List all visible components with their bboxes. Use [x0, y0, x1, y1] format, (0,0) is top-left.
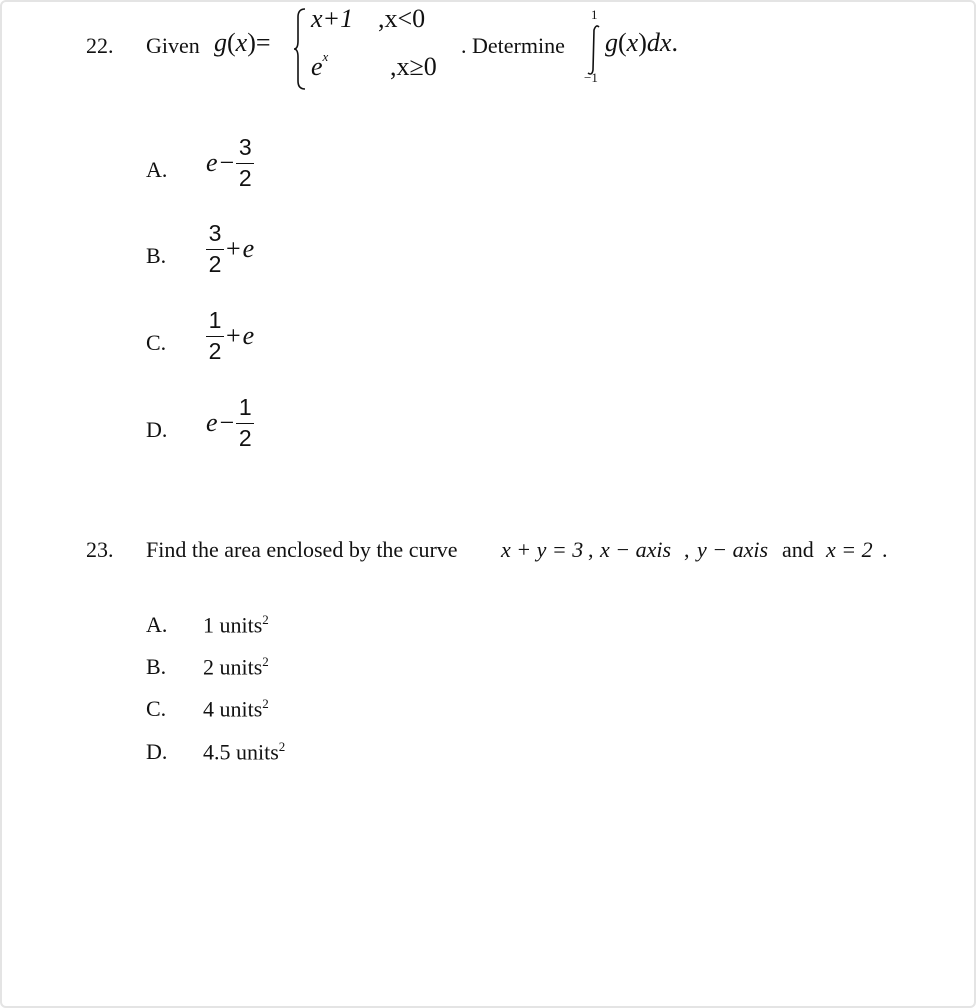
option-operator: +	[226, 321, 241, 350]
given-label: Given	[146, 33, 200, 58]
option-c[interactable]	[146, 696, 269, 722]
option-operator: +	[226, 234, 241, 263]
denominator: 2	[238, 165, 252, 191]
option-term: e	[206, 408, 218, 437]
option-operator: −	[219, 148, 235, 177]
option-letter: D.	[146, 739, 168, 764]
option-term: e	[242, 234, 255, 263]
curve-equation: x + y = 3	[501, 537, 584, 562]
option-letter: C.	[146, 330, 167, 355]
question-number: 23.	[86, 537, 114, 562]
option-letter: D.	[146, 417, 168, 442]
integrand: g(x)dx.	[605, 28, 678, 57]
fraction	[236, 136, 254, 190]
piece-2-expression: $e^x$	[311, 49, 329, 81]
period: .	[882, 537, 888, 562]
line-equation: x = 2	[826, 537, 873, 562]
option-a[interactable]	[146, 612, 269, 638]
fraction	[206, 309, 224, 363]
fraction	[236, 396, 254, 450]
y-axis-term: y − axis	[697, 537, 769, 562]
comma: ,	[684, 537, 690, 562]
integral-sign	[586, 24, 602, 76]
piece-2-condition: ,x≥0	[390, 52, 437, 81]
option-value: 1 units$^2$	[203, 612, 269, 638]
integral-upper-limit: 1	[591, 7, 598, 22]
option-letter: C.	[146, 696, 167, 721]
fraction	[206, 222, 224, 276]
option-b[interactable]	[146, 654, 269, 680]
comma: ,	[588, 537, 594, 562]
piecewise-brace	[293, 7, 307, 91]
option-value: 2 units$^2$	[203, 654, 269, 680]
numerator: 1	[238, 394, 252, 420]
numerator: 3	[208, 220, 222, 246]
option-value: 4 units$^2$	[203, 696, 269, 722]
option-operator: −	[219, 408, 235, 437]
option-letter: B.	[146, 243, 167, 268]
option-term: e	[206, 148, 218, 177]
denominator: 2	[208, 338, 222, 364]
numerator: 3	[238, 134, 252, 160]
question-text: Find the area enclosed by the curve	[146, 537, 458, 562]
option-value: 4.5 units$^2$	[203, 739, 286, 765]
numerator: 1	[208, 307, 222, 333]
option-letter: B.	[146, 654, 167, 679]
option-d[interactable]	[146, 739, 286, 765]
question-number: 22.	[86, 33, 114, 58]
option-letter: A.	[146, 157, 168, 182]
x-axis-term: x − axis	[600, 537, 672, 562]
option-letter: A.	[146, 612, 168, 637]
denominator: 2	[238, 425, 252, 451]
piece-1-expression: x+1	[311, 4, 354, 33]
function-name: g(x)=	[214, 28, 271, 57]
option-term: e	[242, 321, 255, 350]
and-word: and	[782, 537, 814, 562]
denominator: 2	[208, 251, 222, 277]
determine-label: . Determine	[461, 33, 565, 58]
integral-lower-limit: −1	[584, 70, 598, 85]
piece-1-condition: ,x<0	[378, 4, 426, 33]
